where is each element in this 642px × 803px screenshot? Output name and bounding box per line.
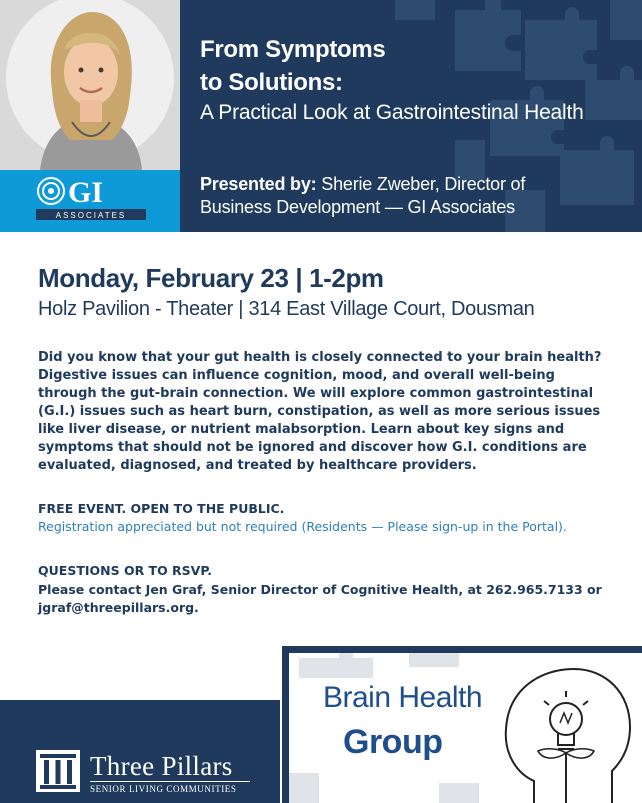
presenter-name: Sherie Zweber, Director of xyxy=(321,174,526,194)
three-pillars-logo-icon xyxy=(36,750,80,792)
free-event-heading: FREE EVENT. OPEN TO THE PUBLIC. xyxy=(38,501,285,516)
brain-health-group-card xyxy=(282,646,642,803)
presenter-credit xyxy=(200,173,620,219)
gi-associates-logo xyxy=(36,176,146,222)
presenter-portrait-image xyxy=(0,0,180,170)
event-description: Did you know that your gut health is closely connected to your brain health? Digestive issues can influence cognition, mood, and overall well-being through the gut-brain connection. We will explore common gastrointestinal (G.I.) issues such as heart burn, constipation, as well as more serious issues like liver disease, or nutrient malabsorption. Learn about key signs and symptoms that should not be ignored and discover how G.I. conditions are evaluated, diagnosed, and treated by healthcare providers. xyxy=(38,350,602,473)
rsvp-heading: QUESTIONS OR TO RSVP. xyxy=(38,563,212,578)
presented-by-label: Presented by: xyxy=(200,174,317,194)
event-date-time: Monday, February 23 | 1-2pm xyxy=(38,263,384,293)
event-subtitle: A Practical Look at Gastrointestinal Health xyxy=(200,101,584,124)
title-line-2: to Solutions: xyxy=(200,69,343,96)
presenter-role: Business Development — GI Associates xyxy=(200,197,515,217)
gi-logo-subtext: ASSOCIATES xyxy=(55,211,127,220)
three-pillars-subtitle: SENIOR LIVING COMMUNITIES xyxy=(90,784,237,794)
brain-health-title-line-1: Brain Health xyxy=(323,681,483,714)
rsvp-contact: Please contact Jen Graf, Senior Director of Cognitive Health, at 262.965.7133 or jgraf@threepillars.org. xyxy=(38,582,602,615)
three-pillars-divider xyxy=(90,781,250,782)
event-title xyxy=(200,33,620,127)
event-venue: Holz Pavilion - Theater | 314 East Village Court, Dousman xyxy=(38,298,535,320)
presenter-photo xyxy=(0,0,180,170)
title-line-1: From Symptoms xyxy=(200,36,386,63)
registration-note: Registration appreciated but not required (Residents — Please sign-up in the Portal). xyxy=(38,519,567,534)
head-lightbulb-illustration-icon xyxy=(494,661,639,803)
three-pillars-name: Three Pillars xyxy=(90,751,233,781)
gi-logo-text: GI xyxy=(68,176,104,209)
brain-health-title-line-2: Group xyxy=(343,723,443,761)
